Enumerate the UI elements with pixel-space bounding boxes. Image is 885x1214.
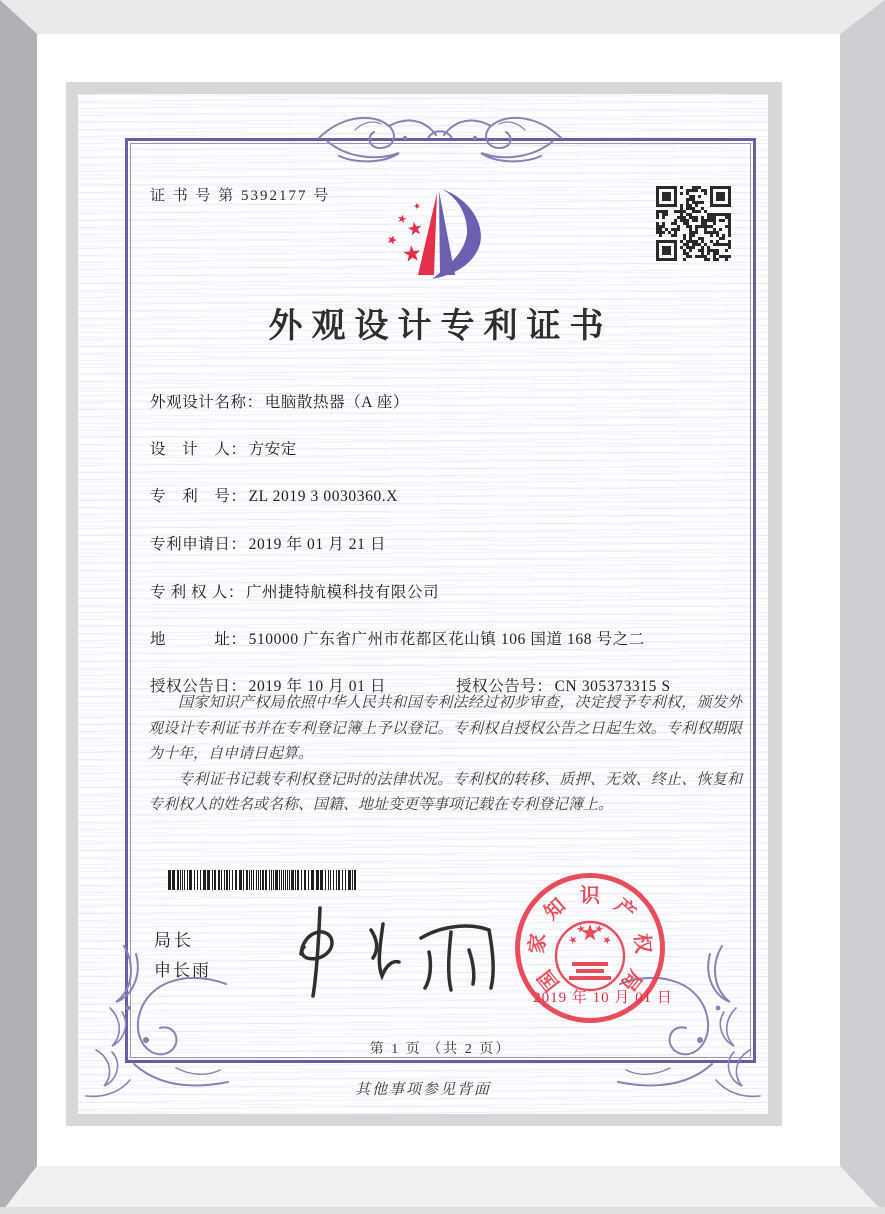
legal-paragraph-2: 专利证书记载专利权登记时的法律状况。专利权的转移、质押、无效、终止、恢复和专利权人的姓名或名称、国籍、地址变更等事项记载在专利登记簿上。: [148, 771, 742, 813]
field-grant-number: 授权公告号： CN 305373315 S: [456, 678, 671, 695]
border-ornament-top: [315, 108, 565, 168]
certificate-page: [78, 94, 768, 1114]
svg-text:识: 识: [580, 885, 600, 907]
legal-text: [148, 691, 742, 819]
signer-name: 申长雨: [154, 961, 211, 980]
svg-text:权: 权: [629, 932, 654, 955]
signature-shen-changyu: [273, 892, 533, 1002]
svg-text:知: 知: [540, 894, 570, 925]
certificate-title: 外观设计专利证书: [268, 308, 613, 345]
field-patent-number: 专 利 号： ZL 2019 3 0030360.X: [150, 488, 399, 505]
certificate-number: 证 书 号 第 5392177 号: [150, 188, 331, 204]
cnipa-logo-icon: [381, 184, 499, 282]
barcode: [168, 870, 358, 890]
field-patentee: 专 利 权 人： 广州捷特航模科技有限公司: [150, 584, 440, 601]
frame-bottom-edge: [0, 1207, 885, 1214]
svg-text:国: 国: [534, 965, 564, 995]
field-grant-date-and-number: 授权公告日： 2019 年 10 月 01 日 授权公告号： CN 305373315 S: [150, 674, 750, 696]
seal-date: 2019 年 10 月 01 日: [533, 990, 673, 1006]
svg-text:局: 局: [616, 965, 646, 995]
field-address: 地 址： 510000 广东省广州市花都区花山镇 106 国道 168 号之二: [150, 631, 645, 648]
legal-paragraph-1: 国家知识产权局依照中华人民共和国专利法经过初步审查，决定授予专利权，颁发外观设计专利证书并在专利登记簿上予以登记。专利权自授权公告之日起生效。专利权期限为十年，自申请日起算。: [148, 695, 742, 762]
back-note: 其他事项参见背面: [354, 1082, 491, 1098]
qr-code: [656, 186, 731, 261]
svg-text:产: 产: [610, 894, 640, 925]
field-designer: 设 计 人： 方安定: [150, 441, 297, 458]
svg-text:家: 家: [526, 932, 551, 955]
field-application-date: 专利申请日： 2019 年 01 月 21 日: [150, 536, 387, 553]
page-info: 第 1 页 （共 2 页）: [369, 1042, 512, 1057]
signer-title: 局长: [154, 931, 194, 950]
national-emblem: [556, 922, 624, 990]
field-design-name: 外观设计名称： 电脑散热器（A 座）: [150, 394, 409, 411]
